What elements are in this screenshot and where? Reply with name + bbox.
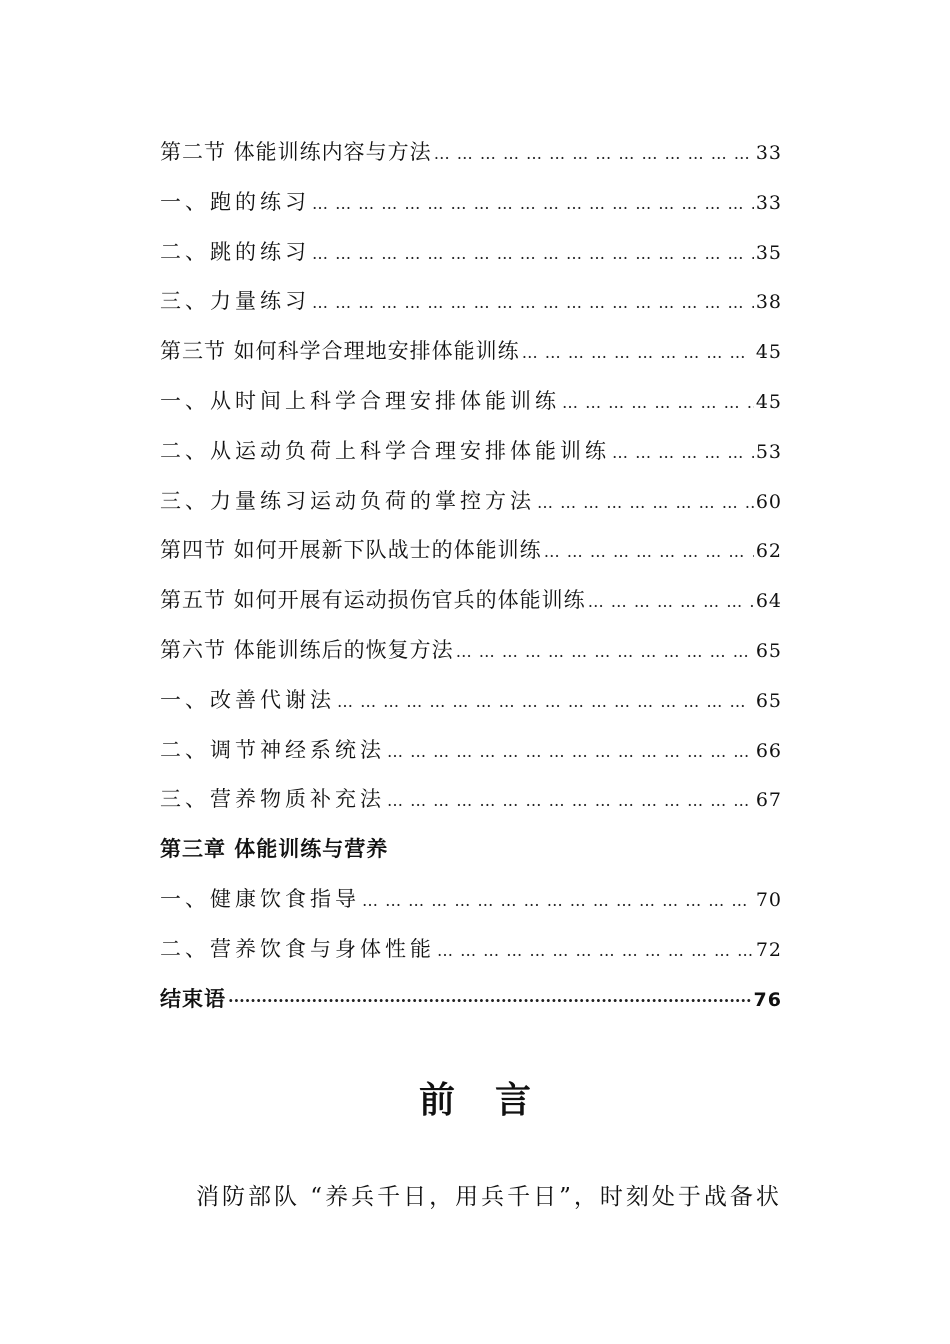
toc-entry (160, 178, 782, 228)
toc-page-number: 38 (755, 291, 782, 314)
toc-page-number: 76 (753, 988, 782, 1011)
toc-dot-leader (456, 627, 754, 677)
toc-entry-title: 一、从时间上科学合理安排体能训练 (160, 388, 560, 413)
toc-dot-leader (387, 727, 754, 777)
toc-entry (160, 128, 782, 178)
toc-page-number: 65 (755, 689, 782, 712)
toc-dot-leader (562, 378, 754, 428)
toc-page-number: 67 (755, 789, 782, 812)
toc-page-number: 60 (755, 490, 782, 513)
toc-entry (160, 975, 782, 1025)
toc-dot-leader (387, 776, 754, 826)
toc-page-number: 65 (755, 639, 782, 662)
toc-page-number: 66 (755, 739, 782, 762)
toc-page-number: 70 (755, 888, 782, 911)
toc-entry (160, 377, 782, 427)
toc-page-number: 53 (755, 440, 782, 463)
toc-entry (160, 726, 782, 776)
preface-heading: 前言 (418, 1079, 571, 1121)
toc-page-number: 33 (755, 191, 782, 214)
toc-entry (160, 228, 782, 278)
table-of-contents (160, 128, 782, 1024)
toc-entry (160, 626, 782, 676)
toc-entry-title: 第二节 体能训练内容与方法 (160, 140, 432, 164)
toc-entry-title: 三、力量练习 (160, 289, 310, 314)
toc-page-number: 45 (755, 390, 782, 413)
toc-entry (160, 825, 782, 875)
preface-first-line: 消防部队 “养兵千日，用兵千日”，时刻处于战备状 (196, 1184, 782, 1210)
toc-entry (160, 576, 782, 626)
toc-dot-leader (337, 677, 754, 727)
toc-entry (160, 526, 782, 576)
toc-entry-title: 二、跳的练习 (160, 239, 310, 264)
toc-entry-title: 一、跑的练习 (160, 189, 310, 214)
toc-entry-title: 第三节 如何科学合理地安排体能训练 (160, 339, 520, 364)
toc-page-number: 62 (755, 540, 782, 563)
toc-dot-leader (537, 478, 754, 528)
toc-entry (160, 277, 782, 327)
toc-dot-leader (312, 179, 754, 229)
toc-entry-title: 第四节 如何开展新下队战士的体能训练 (160, 538, 542, 563)
toc-dot-leader (437, 926, 754, 976)
toc-entry-title: 二、营养饮食与身体性能 (160, 936, 435, 961)
toc-entry-title: 第三章 体能训练与营养 (160, 837, 389, 862)
toc-page-number: 45 (755, 341, 782, 364)
toc-entry (160, 676, 782, 726)
toc-dot-leader (612, 428, 754, 478)
toc-entry (160, 775, 782, 825)
toc-entry-title: 第六节 体能训练后的恢复方法 (160, 637, 454, 662)
toc-page-number: 35 (755, 241, 782, 264)
toc-dot-leader (544, 527, 754, 577)
toc-entry-title: 二、调节神经系统法 (160, 737, 385, 762)
toc-entry-title: 一、健康饮食指导 (160, 886, 360, 911)
toc-entry-title: 一、改善代谢法 (160, 687, 335, 712)
toc-page-number: 33 (755, 142, 782, 164)
toc-entry (160, 327, 782, 377)
toc-entry (160, 427, 782, 477)
toc-entry (160, 925, 782, 975)
toc-dot-leader (522, 328, 754, 378)
toc-entry-title: 三、力量练习运动负荷的掌控方法 (160, 488, 535, 513)
toc-entry-title: 三、营养物质补充法 (160, 787, 385, 812)
toc-dot-leader (434, 129, 754, 179)
toc-dot-leader (228, 976, 752, 1026)
toc-dot-leader (362, 876, 754, 926)
toc-entry-title: 结束语 (160, 986, 226, 1011)
toc-entry-title: 第五节 如何开展有运动损伤官兵的体能训练 (160, 588, 586, 613)
toc-entry-title: 二、从运动负荷上科学合理安排体能训练 (160, 438, 610, 463)
toc-dot-leader (312, 229, 754, 279)
toc-entry (160, 875, 782, 925)
toc-dot-leader (312, 278, 754, 328)
toc-page-number: 72 (755, 938, 782, 961)
toc-dot-leader (588, 577, 754, 627)
toc-page-number: 64 (755, 590, 782, 613)
toc-entry (160, 477, 782, 527)
